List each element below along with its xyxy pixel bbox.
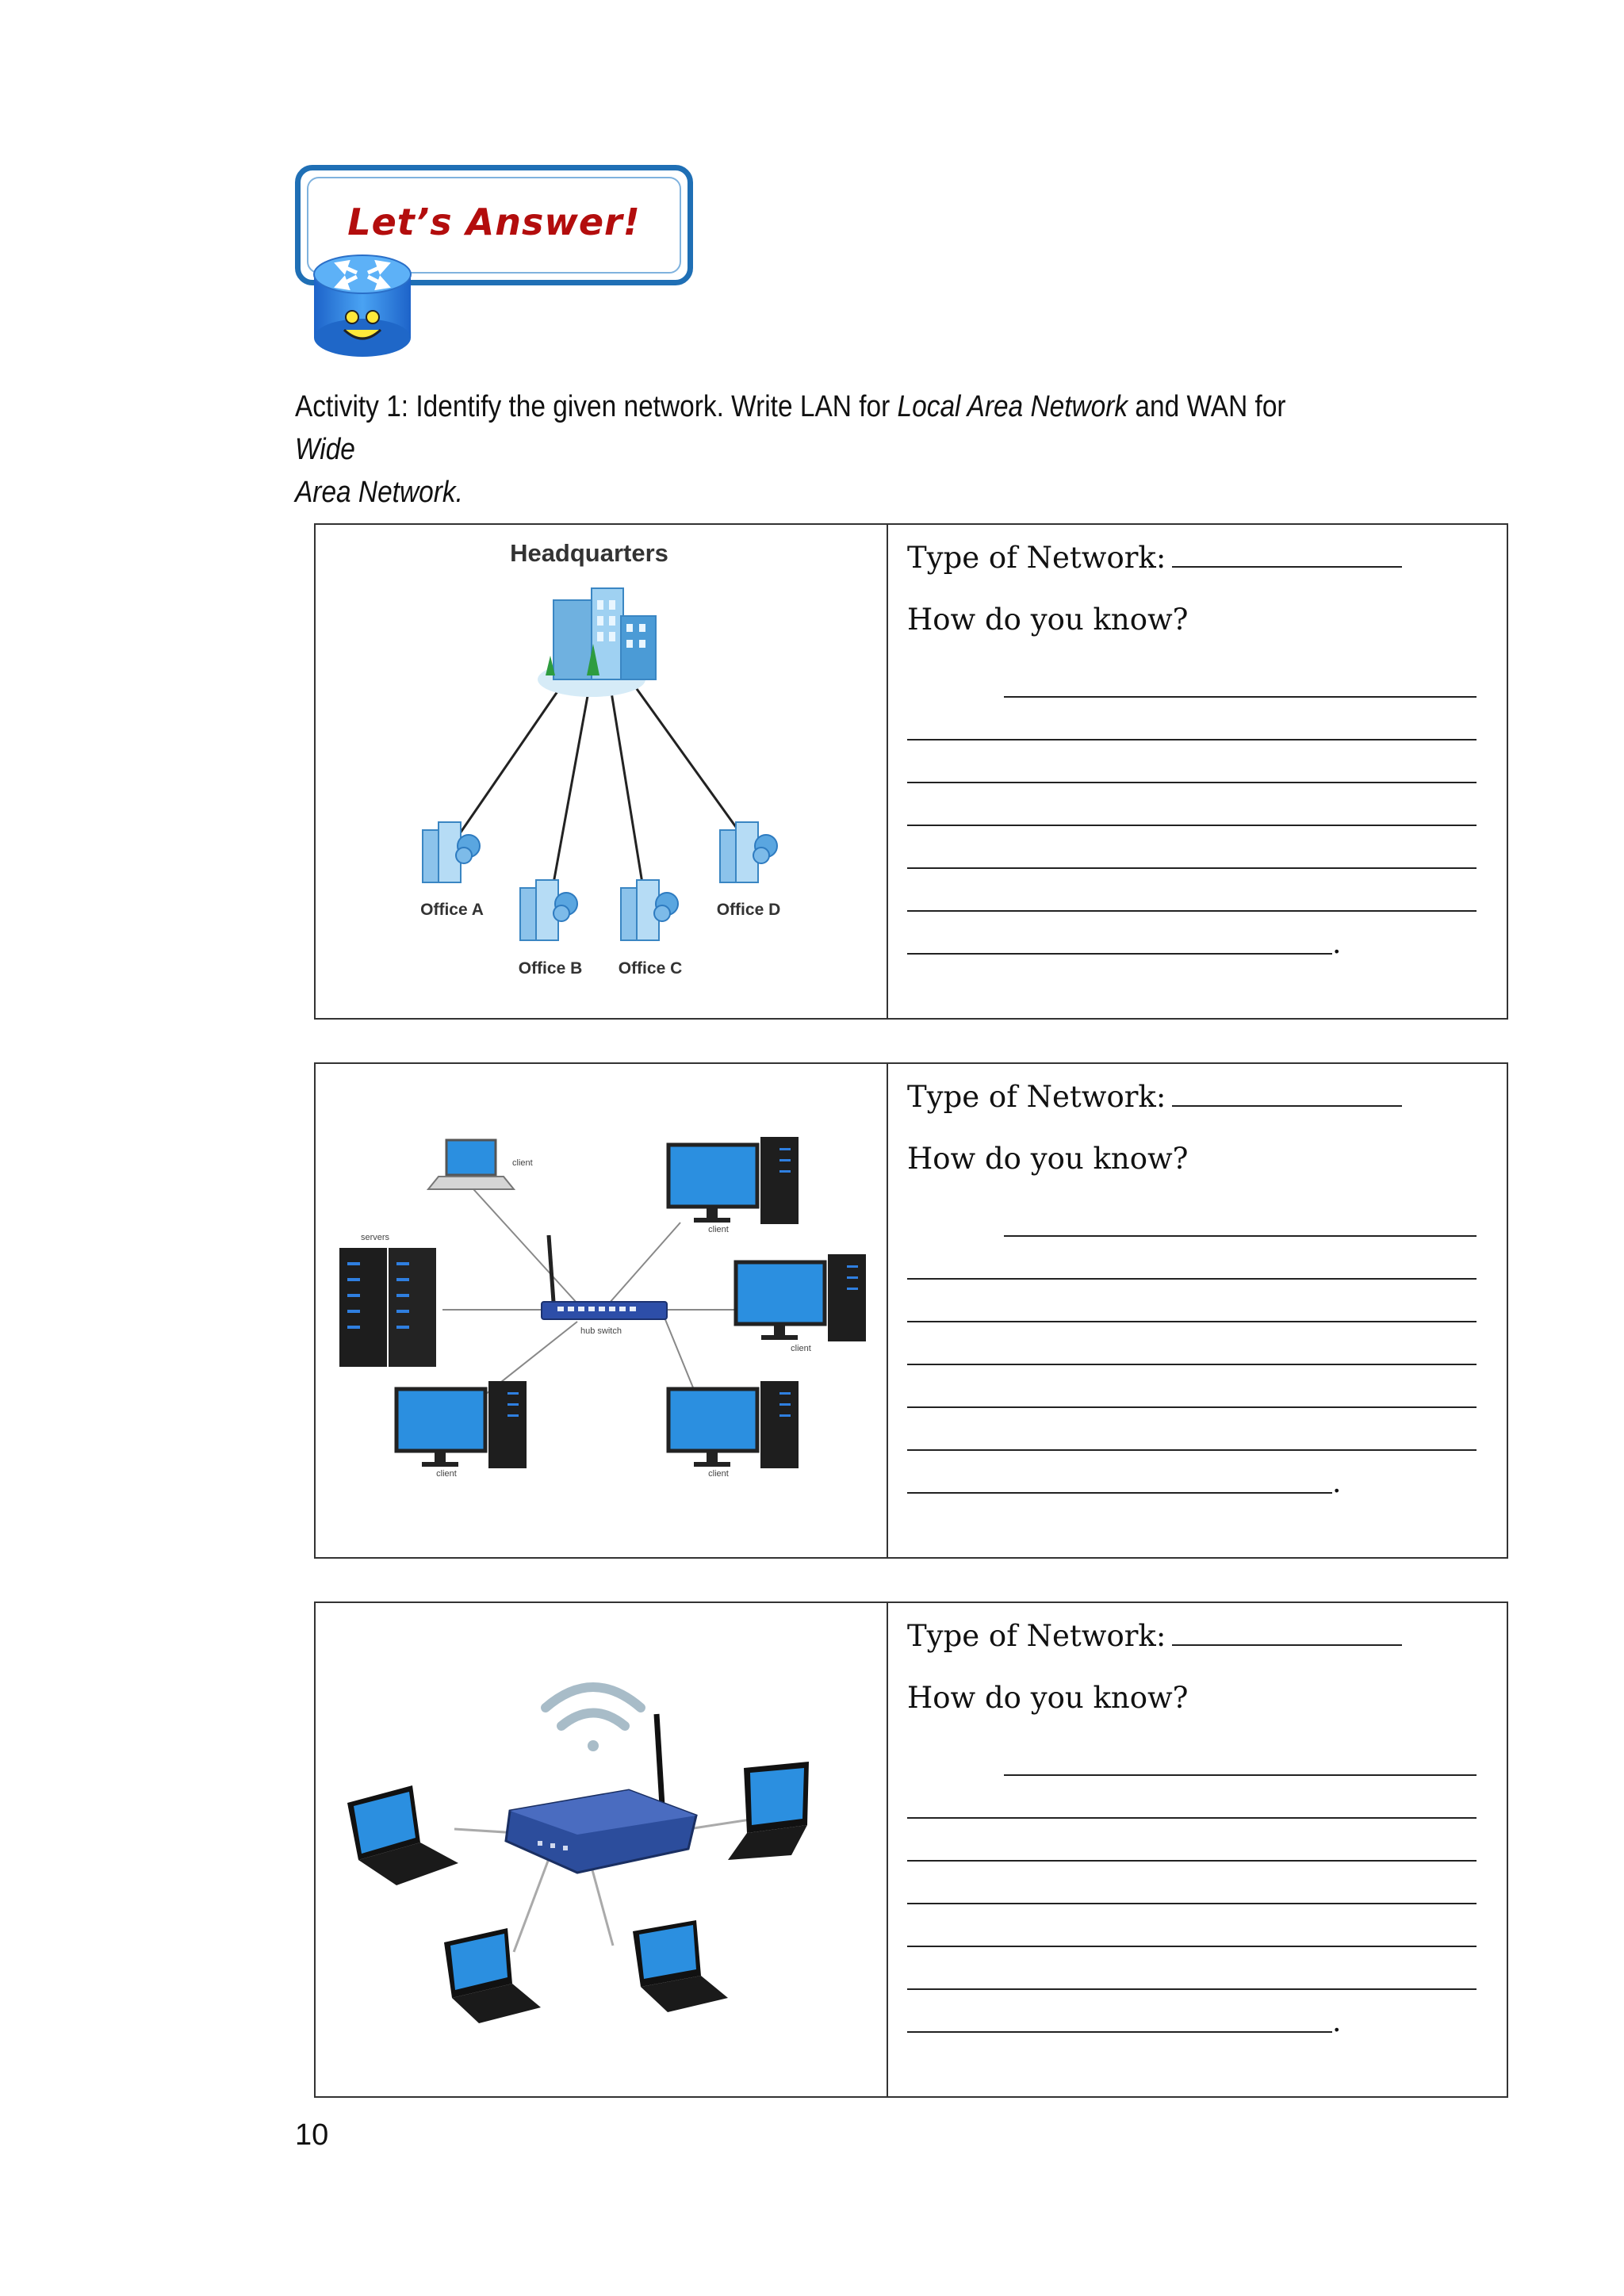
office-d-label: Office D (716, 901, 781, 919)
type-label: Type of Network: (907, 1080, 1166, 1114)
answer-line[interactable] (907, 953, 1332, 955)
answer-line[interactable] (907, 1817, 1477, 1819)
router-mascot-icon (311, 252, 414, 360)
wan-diagram-svg (316, 525, 887, 1018)
type-of-network-question (907, 1078, 1402, 1114)
answer-area-1 (907, 525, 1483, 1018)
type-of-network-question (907, 539, 1402, 575)
servers-label: servers (360, 1233, 390, 1242)
banner-title: Let’s Answer! (347, 201, 641, 243)
client-desktop-icon (668, 1381, 799, 1468)
period-mark: . (1332, 2006, 1342, 2038)
client-label-bottom-right: client (708, 1469, 729, 1479)
client-label-right: client (791, 1344, 811, 1353)
lan-term: Local Area Network (897, 390, 1128, 423)
laptop-icon (444, 1928, 541, 2023)
answer-line[interactable] (907, 1278, 1477, 1280)
answer-line[interactable] (1004, 1774, 1477, 1776)
wan-diagram (316, 525, 887, 1018)
answer-line[interactable] (907, 782, 1477, 783)
network-card-3 (314, 1601, 1508, 2098)
answer-line[interactable] (907, 867, 1477, 869)
type-label: Type of Network: (907, 1619, 1166, 1653)
lan-diagram-svg (316, 1064, 887, 1557)
laptop-icon (347, 1785, 458, 1885)
office-d-icon (720, 822, 777, 882)
instructions-part2: and WAN for (1128, 390, 1286, 423)
client-desktop-icon (396, 1381, 527, 1468)
wan-term-rest: Area Network. (295, 476, 463, 509)
answer-area-3 (907, 1603, 1483, 2096)
client-laptop-icon (428, 1140, 514, 1189)
office-c-icon (621, 880, 678, 940)
type-answer-blank[interactable] (1172, 539, 1402, 568)
servers-icon (339, 1248, 436, 1367)
answer-line[interactable] (1004, 696, 1477, 698)
answer-line[interactable] (907, 1406, 1477, 1408)
hub-switch-label: hub switch (580, 1326, 622, 1336)
answer-line[interactable] (907, 1988, 1477, 1990)
office-b-icon (520, 880, 577, 940)
answer-line[interactable] (1004, 1235, 1477, 1237)
client-desktop-icon (668, 1137, 799, 1224)
answer-line[interactable] (907, 1860, 1477, 1862)
answer-line[interactable] (907, 1364, 1477, 1365)
type-answer-blank[interactable] (1172, 1617, 1402, 1646)
answer-line[interactable] (907, 1449, 1477, 1451)
office-a-label: Office A (420, 901, 484, 919)
wireless-router-icon (506, 1714, 696, 1873)
how-do-you-know-question: How do you know? (907, 1142, 1189, 1176)
period-mark: . (1332, 928, 1342, 960)
card-divider (887, 1064, 888, 1557)
lan-diagram (316, 1064, 887, 1557)
type-of-network-question (907, 1617, 1402, 1653)
office-a-icon (423, 822, 480, 882)
type-answer-blank[interactable] (1172, 1078, 1402, 1107)
hub-switch-icon (542, 1235, 667, 1319)
laptop-icon (728, 1762, 809, 1860)
wlan-diagram-svg (316, 1603, 887, 2096)
hq-title: Headquarters (510, 539, 668, 567)
type-label: Type of Network: (907, 541, 1166, 575)
answer-line[interactable] (907, 739, 1477, 740)
answer-line[interactable] (907, 1946, 1477, 1947)
office-b-label: Office B (518, 959, 583, 978)
answer-line[interactable] (907, 2031, 1332, 2033)
laptop-icon (633, 1920, 728, 2012)
client-label-top-right: client (708, 1225, 729, 1234)
answer-line[interactable] (907, 1903, 1477, 1904)
how-do-you-know-question: How do you know? (907, 1681, 1189, 1715)
client-desktop-icon (736, 1254, 866, 1341)
network-card-2 (314, 1062, 1508, 1559)
office-c-label: Office C (618, 959, 683, 978)
card-divider (887, 1603, 888, 2096)
answer-area-2 (907, 1064, 1483, 1557)
instructions-part1: Activity 1: Identify the given network. Write LAN for (295, 390, 898, 423)
headquarters-building-icon (538, 588, 656, 697)
page-number: 10 (295, 2118, 329, 2152)
activity-instructions (295, 385, 1321, 514)
answer-line[interactable] (907, 825, 1477, 826)
answer-line[interactable] (907, 910, 1477, 912)
answer-line[interactable] (907, 1492, 1332, 1494)
client-label-bottom-left: client (436, 1469, 457, 1479)
wifi-signal-icon (546, 1687, 641, 1751)
laptop-client-label: client (512, 1158, 533, 1168)
answer-line[interactable] (907, 1321, 1477, 1322)
wlan-diagram (316, 1603, 887, 2096)
wan-term-first: Wide (295, 433, 355, 466)
card-divider (887, 525, 888, 1018)
period-mark: . (1332, 1467, 1342, 1499)
network-card-1 (314, 523, 1508, 1020)
how-do-you-know-question: How do you know? (907, 603, 1189, 637)
